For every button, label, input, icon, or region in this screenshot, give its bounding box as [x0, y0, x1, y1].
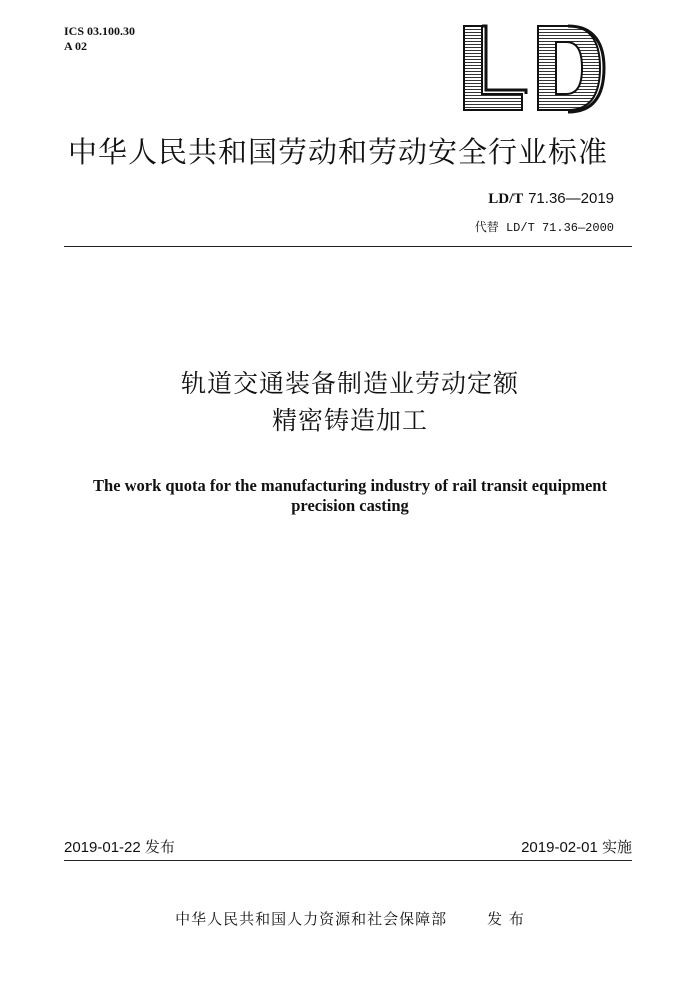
standard-number [488, 189, 614, 208]
effective-date: 2019-02-01 实施 [521, 839, 632, 856]
publisher-action: 发 布 [487, 910, 525, 928]
chinese-title-line1: 轨道交通装备制造业劳动定额 [180, 369, 519, 398]
ld-logo [460, 22, 610, 114]
issue-date: 2019-01-22 发布 [64, 839, 175, 856]
replaces-standard: 代替 LD/T 71.36—2000 [474, 221, 614, 235]
publisher-line [0, 908, 700, 929]
standard-prefix: LD/T [488, 191, 524, 207]
class-code: A 02 [64, 39, 88, 53]
org-title: 中华人民共和国劳动和劳动安全行业标准 [68, 135, 609, 169]
bottom-divider [64, 860, 632, 861]
english-title [40, 476, 660, 516]
publisher-name: 中华人民共和国人力资源和社会保障部 [175, 910, 448, 928]
english-title-line1: The work quota for the manufacturing industry of rail transit equipment [93, 476, 607, 495]
classification-block [64, 24, 135, 54]
ld-logo-text: LD [460, 22, 462, 23]
chinese-title-line2: 精密铸造加工 [271, 406, 428, 435]
top-divider [64, 246, 632, 247]
standard-digits: 71.36—2019 [528, 190, 614, 207]
ics-code: ICS 03.100.30 [64, 24, 136, 38]
english-title-line2: precision casting [291, 496, 409, 515]
chinese-title [0, 365, 700, 439]
